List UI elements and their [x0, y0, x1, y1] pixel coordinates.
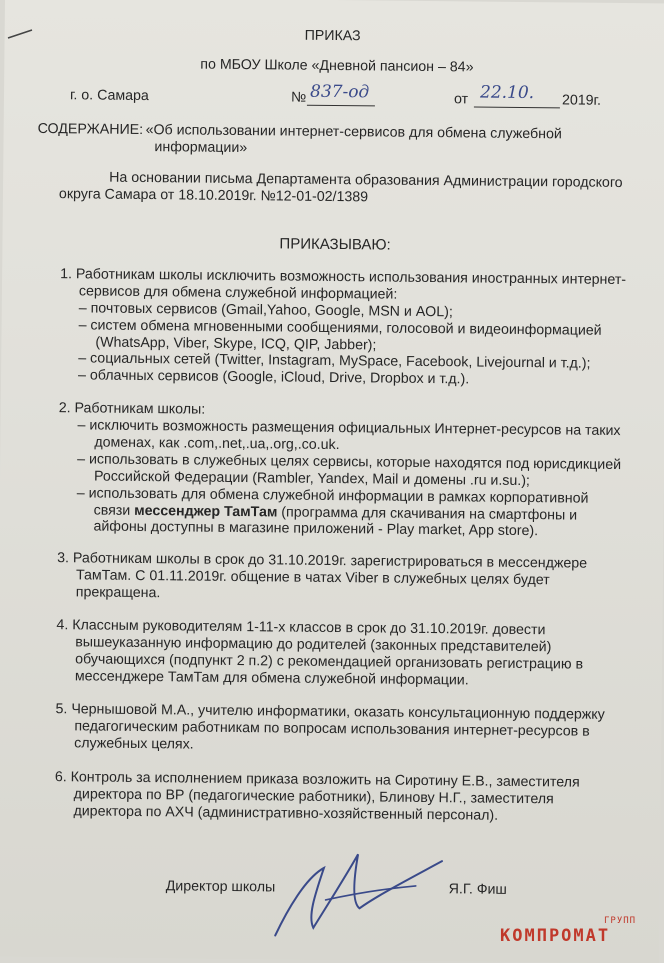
- item-3-line-2: ТамТам. С 01.11.2019г. общение в чатах Viber в служебных целях будет: [75, 567, 550, 589]
- handwritten-signature: [265, 837, 456, 949]
- item-2-bullet-3-line-2-c: (программа для скачивания на смартфоны и: [277, 504, 578, 524]
- item-5-line-2: педагогическим работникам по вопросам использования интернет-ресурсов в: [74, 718, 590, 740]
- item-4-line-2: вышеуказанную информацию до родителей (законных представителей): [75, 634, 552, 656]
- org-line: по МБОУ Школе «Дневной пансион – 84»: [200, 56, 474, 76]
- subject-line-1: «Об использовании интернет-сервисов для обмена служебной: [145, 122, 562, 143]
- item-2-bullet-3-line-2-a: связи: [93, 502, 135, 519]
- subject-line-2: информации»: [154, 139, 248, 157]
- watermark-main: КОМПРОМАТ: [500, 926, 611, 946]
- item-2-bullet-3-line-1: – использовать для обмена служебной информации в рамках корпоративной: [76, 485, 589, 507]
- item-3-line-3: прекращена.: [75, 584, 161, 602]
- basis-line-1: На основании письма Департамента образования Администрации городского: [109, 169, 623, 192]
- order-number-handwritten: 837-од: [309, 81, 370, 103]
- item-6-line-2: директора по ВР (педагогические работники), Блинову Н.Г., заместителя: [73, 786, 554, 808]
- item-4-line-4: мессенджере ТамТам для обмена служебной информации.: [74, 668, 469, 689]
- item-3-line-1: 3. Работникам школы в срок до 31.10.2019г. зарегистрироваться в мессенджере: [57, 550, 588, 572]
- date-year: 2019г.: [561, 92, 602, 109]
- item-6-line-3: директора по АХЧ (административно-хозяйственный персонал).: [73, 803, 499, 824]
- item-1-bullet-3: – социальных сетей (Twitter, Instagram, MySpace, Facebook, Livejournal и т.д.);: [78, 350, 591, 372]
- item-1-bullet-2-line-1: – систем обмена мгновенными сообщениями, голосовой и видеоинформацией: [78, 317, 602, 339]
- item-5-line-1: 5. Чернышовой М.А., учителю информатики, оказать консультационную поддержку: [55, 701, 605, 723]
- item-2-bullet-3-line-3: айфоны доступны в магазине приложений - Play market, App store).: [93, 518, 539, 540]
- watermark-sub: ГРУПП: [604, 916, 637, 926]
- pen-mark: [6, 26, 36, 40]
- date-handwritten: 22.10.: [479, 82, 535, 104]
- item-1-line-1: 1. Работникам школы исключить возможность использования иностранных интернет-: [60, 266, 627, 289]
- item-2-bullet-2-line-1: – использовать в служебных целях сервисы, которые находятся под юрисдикцией: [77, 451, 622, 474]
- doc-title: ПРИКАЗ: [304, 27, 361, 45]
- basis-line-2: округа Самара от 18.10.2019г. №12-01-02/1389: [58, 186, 369, 206]
- subject-label: СОДЕРЖАНИЕ:: [37, 120, 144, 139]
- messenger-name-bold: мессенджер ТамТам: [134, 502, 278, 521]
- item-5-line-3: служебных целях.: [74, 735, 194, 753]
- item-4-line-3: обучающихся (подпункт 2 п.2) с рекомендацией организовать регистрацию в: [75, 651, 584, 673]
- city: г. о. Самара: [69, 87, 149, 105]
- item-1-line-2: сервисов для обмена служебной информацией:: [78, 283, 398, 303]
- date-from-label: от: [453, 91, 469, 108]
- item-2-bullet-1-line-2: доменах, как .com,.net,.ua,.org,.co.uk.: [94, 434, 340, 454]
- item-1-bullet-1: – почтовых сервисов (Gmail,Yahoo, Google, MSN и AOL);: [78, 300, 453, 321]
- order-number-label: №: [290, 89, 307, 106]
- order-number-underline: [307, 105, 375, 107]
- item-4-line-1: 4. Классным руководителям 1-11-х классов в срок до 31.10.2019г. довести: [56, 617, 546, 639]
- item-1-bullet-4: – облачных сервисов (Google, iCloud, Drive, Dropbox и т.д.).: [77, 367, 470, 388]
- item-2-bullet-1-line-1: – исключить возможность размещения официальных Интернет-ресурсов на таких: [77, 417, 621, 440]
- item-1-bullet-2-line-2: (WhatsApp, Viber, Skype, ICQ, QIP, Jabber);: [95, 334, 377, 354]
- item-6-line-1: 6. Контроль за исполнением приказа возложить на Сиротину Е.В., заместителя: [54, 769, 580, 791]
- item-2-line-1: 2. Работникам школы:: [58, 400, 206, 418]
- watermark: [500, 916, 660, 956]
- date-underline: [474, 106, 560, 108]
- signatory-position: Директор школы: [165, 878, 276, 896]
- order-word: ПРИКАЗЫВАЮ:: [279, 235, 391, 254]
- item-2-bullet-2-line-2: Российской Федерации (Rambler, Yandex, Mail и домены .ru и.su.);: [93, 468, 531, 490]
- signatory-name: Я.Г. Фиш: [448, 881, 507, 898]
